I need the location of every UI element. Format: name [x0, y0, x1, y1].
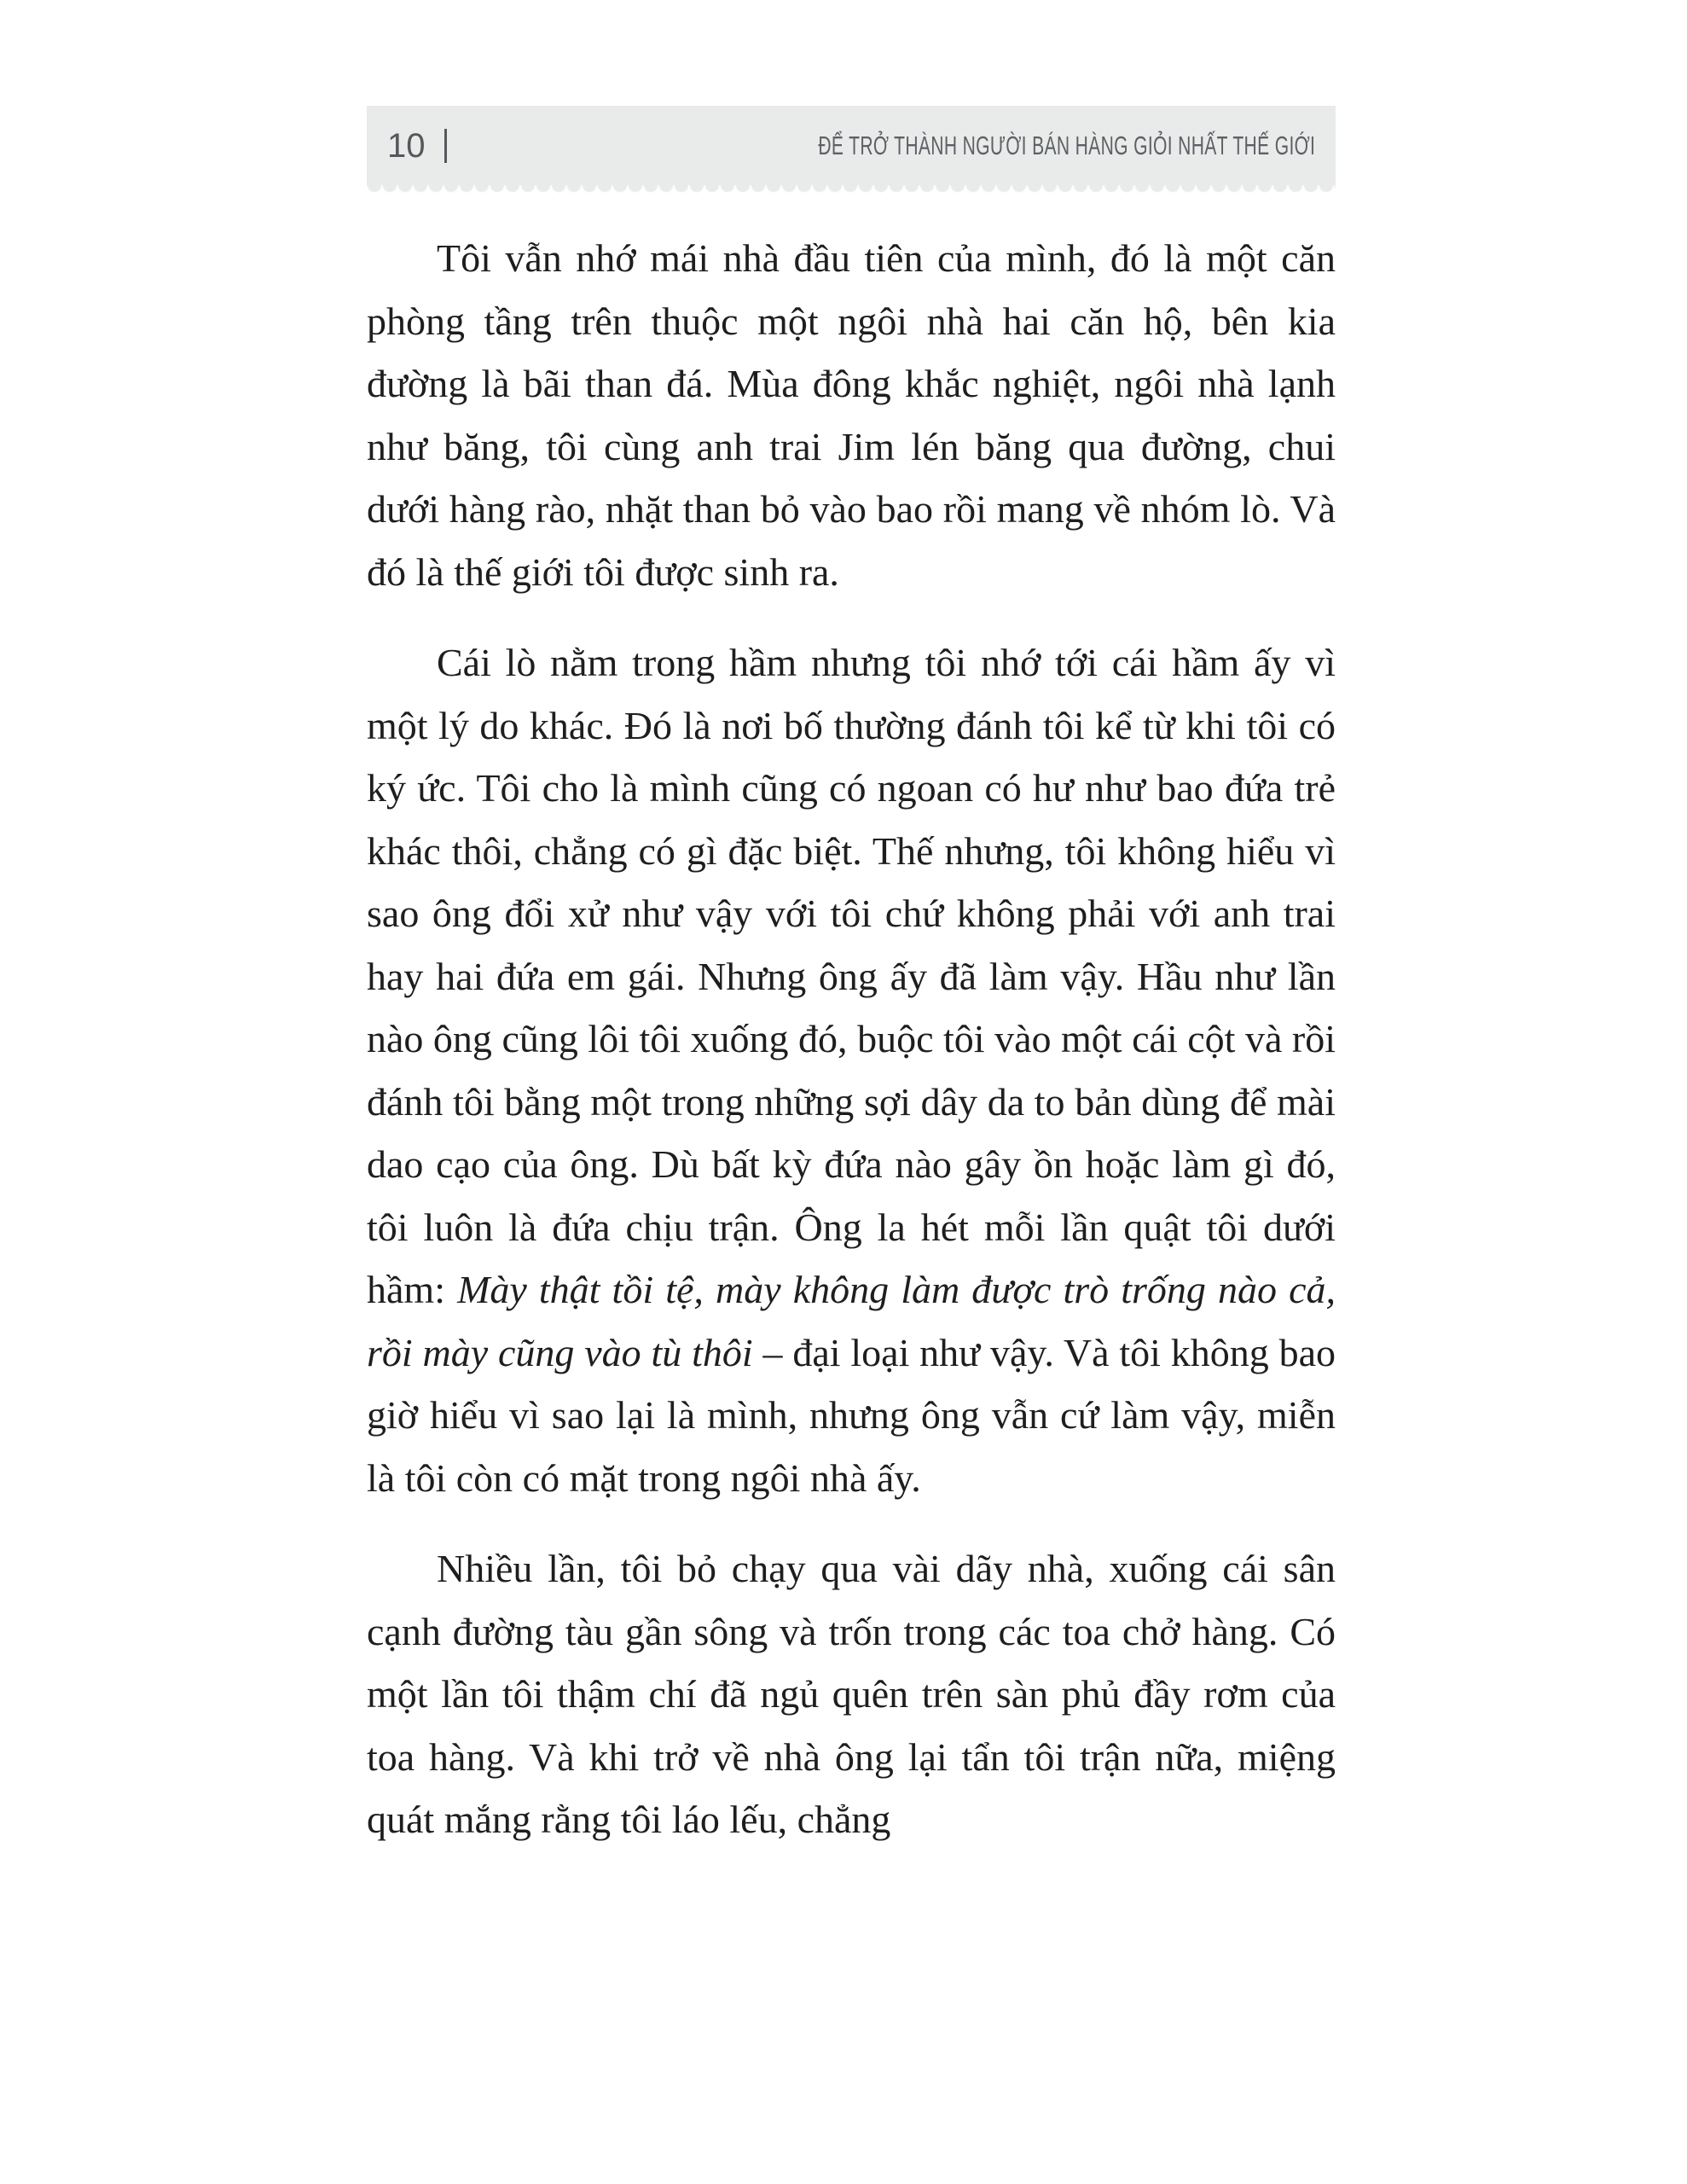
header-bar [367, 106, 1336, 185]
paragraph-2-quote-italic: Mày thật tồi tệ, mày không làm được trò trống nào cả, rồi mày cũng vào tù thôi [367, 1268, 1336, 1374]
page-body [367, 227, 1336, 1851]
paragraph-2-text-end: – đại loại như vậy. Và tôi không bao giờ hiểu vì sao lại là mình, nhưng ông vẫn cứ làm vậy, miễn là tôi còn có mặt trong ngôi nhà ấy. [367, 1330, 1336, 1500]
running-title: ĐỂ TRỞ THÀNH NGƯỜI BÁN HÀNG GIỎI NHẤT THẾ GIỚI [818, 131, 1315, 160]
book-page [367, 0, 1336, 1879]
header-divider [444, 129, 447, 163]
paragraph-3-text: Nhiều lần, tôi bỏ chạy qua vài dãy nhà, xuống cái sân cạnh đường tàu gần sông và trốn trong các toa chở hàng. Có một lần tôi thậm chí đã ngủ quên trên sàn phủ đầy rơm của toa hàng. Và khi trở về nhà ông lại tẩn tôi trận nữa, miệng quát mắng rằng tôi láo lếu, chẳng [367, 1547, 1336, 1841]
paragraph-2-text: Cái lò nằm trong hầm nhưng tôi nhớ tới cái hầm ấy vì một lý do khác. Đó là nơi bố thường đánh tôi kể từ khi tôi có ký ức. Tôi cho là mình cũng có ngoan có hư như bao đứa trẻ khác thôi, chẳng có gì đặc biệt. Thế nhưng, tôi không hiểu vì sao ông đổi xử như vậy với tôi chứ không phải với anh trai hay hai đứa em gái. Nhưng ông ấy đã làm vậy. Hầu như lần nào ông cũng lôi tôi xuống đó, buộc tôi vào một cái cột và rồi đánh tôi bằng một trong những sợi dây da to bản dùng để mài dao cạo của ông. Dù bất kỳ đứa nào gây ồn hoặc làm gì đó, tôi luôn là đứa chịu trận. Ông la hét mỗi lần quật tôi dưới hầm: [367, 641, 1336, 1311]
paragraph-1-text: Tôi vẫn nhớ mái nhà đầu tiên của mình, đó là một căn phòng tầng trên thuộc một ngôi nhà hai căn hộ, bên kia đường là bãi than đá. Mùa đông khắc nghiệt, ngôi nhà lạnh như băng, tôi cùng anh trai Jim lén băng qua đường, chui dưới hàng rào, nhặt than bỏ vào bao rồi mang về nhóm lò. Và đó là thế giới tôi được sinh ra. [367, 236, 1336, 594]
header-deckle-edge [367, 185, 1336, 195]
paragraph-2 [367, 631, 1336, 1509]
paragraph-3 [367, 1537, 1336, 1851]
paragraph-1 [367, 227, 1336, 603]
page-number: 10 [387, 126, 426, 165]
page-header [367, 106, 1336, 195]
